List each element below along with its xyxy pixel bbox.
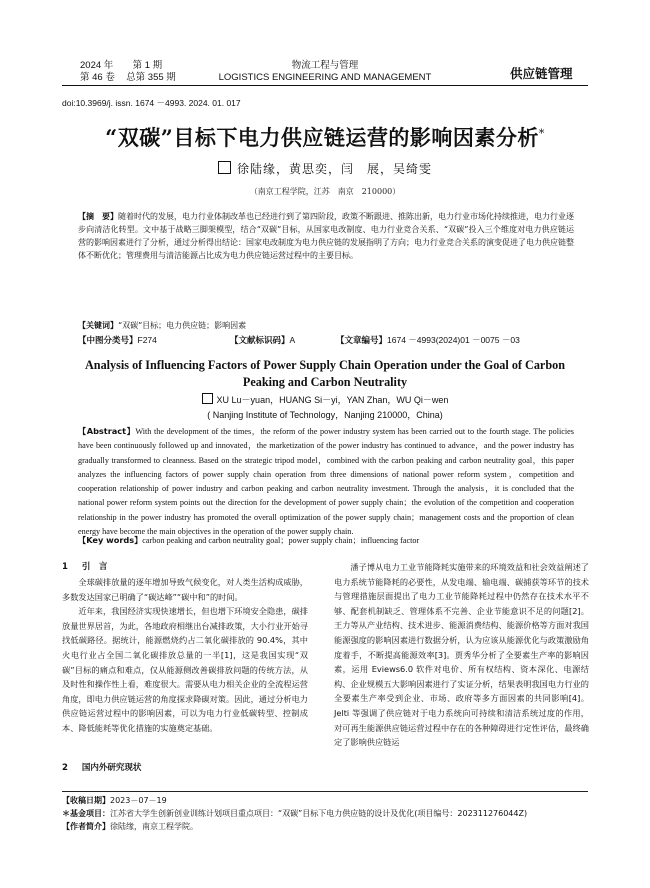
keywords-en-label: 【Key words】 xyxy=(78,535,143,545)
affiliation-cn: （南京工程学院，江苏 南京 210000） xyxy=(249,187,401,196)
footnotes xyxy=(62,794,588,833)
affiliation-en: ( Nanjing Institute of Technology，Nanjing 210000，China) xyxy=(207,410,443,420)
corresponding-box-icon-en xyxy=(202,393,213,404)
abstract-en-text: With the development of the times，the reform of the power industry system has been carried out to the fourth stage. The policies have been continuously followed up and innovated，the marketization of the power industry has continued to advance，and the power industry has gradually transformed to cleanness. Based on the strategic tripod model，combined with the carbon peaking and carbon neutrality goal，this paper analyzes the influencing factors of power supply chain operation from three dimensions of national power reform system，competition and cooperation relationship of power industry and carbon peaking and carbon neutrality investment. Through the analysis，it is concluded that the national power reform system points out the direction for the development of power supply chain；the evolution of the competition and cooperation relationship in the power industry has promoted the overall optimization of the power supply chain；management costs and the proportion of clean energy have become the main objectives in the operation of the power supply chain. xyxy=(78,427,574,537)
body-right-column xyxy=(334,560,589,750)
keywords-cn-label: 【关键词】 xyxy=(78,320,118,330)
keywords-cn xyxy=(78,319,574,332)
header-volume xyxy=(80,72,176,84)
footnote-received xyxy=(62,794,588,807)
doc-code-label: 【文献标识码】 xyxy=(230,336,290,346)
header-journal xyxy=(200,60,450,84)
header-year-issue xyxy=(80,60,162,72)
authors-en xyxy=(0,393,650,406)
section-1-heading xyxy=(62,560,107,572)
abstract-cn-label: 【摘 要】 xyxy=(78,211,118,221)
abstract-cn xyxy=(78,210,574,262)
keywords-en xyxy=(78,535,574,546)
fund-text: 江苏省大学生创新创业训练计划项目重点项目：“双碳”目标下电力供应链的设计及优化(项目编号：202311276044Z) xyxy=(110,809,528,818)
footnote-fund xyxy=(62,807,588,820)
clc-code: F274 xyxy=(137,335,157,345)
section-1-title: 引 言 xyxy=(81,562,108,572)
authors-cn xyxy=(0,160,650,177)
section-1-num: 1 xyxy=(62,562,68,572)
article-no: 1674 －4993(2024)01 －0075 －03 xyxy=(387,335,520,345)
corresponding-box-icon xyxy=(218,161,231,174)
title-cn xyxy=(0,122,650,152)
footnote-rule xyxy=(62,791,588,792)
title-cn-text: “双碳”目标下电力供应链运营的影响因素分析 xyxy=(105,125,539,150)
body-paragraph: 全球碳排放量的逐年增加导致气候变化，对人类生活构成威胁，多数发达国家已明确了“碳达峰”“碳中和”的时间。 xyxy=(62,577,308,602)
section-2-heading xyxy=(62,761,141,773)
title-fund-mark: * xyxy=(538,127,545,140)
authors-cn-text: 徐陆缘，黄思奕，闫 展，吴绮雯 xyxy=(236,162,432,176)
fund-label: ＊基金项目： xyxy=(62,809,110,818)
received-date: 2023－07－19 xyxy=(110,796,167,805)
title-en xyxy=(40,357,610,391)
header-volume-no: 第 46 卷 xyxy=(80,72,115,83)
doc-code: A xyxy=(289,335,296,345)
keywords-cn-text: “双碳”目标；电力供应链；影响因素 xyxy=(118,321,247,330)
abstract-en xyxy=(78,424,574,539)
author-bio: 徐陆缘，南京工程学院。 xyxy=(110,822,198,831)
body-paragraph: 近年来，我国经济实现快速增长，但也增下环境安全隐患，碳排放量世界居首，为此，各地政府相继出台减排政策，大小行业开始寻找低碳路径。据统计，能源燃烧约占二氧化碳排放的 90.4%，其中火电行业占全国二氧化碳排放总量的一半[1]，这是我国实现“双碳”目标的痛点和难点，仅从能源侧改善碳排放问题的传统方法，从及时性和操作性上看，难度很大。需要从电力相关企业的全流程运营角度，即电力供应链运营的角度探求降碳对策。因此，通过分析电力供应链运营过程中的影响因素，可以为电力行业低碳转型、控制成本、降低能耗等优化措施的实施奠定基础。 xyxy=(62,606,308,733)
section-2-num: 2 xyxy=(62,763,68,773)
header-year: 2024 年 xyxy=(80,60,114,71)
journal-name-en: LOGISTICS ENGINEERING AND MANAGEMENT xyxy=(218,72,432,83)
author-label: 【作者简介】 xyxy=(62,822,110,831)
authors-en-text: XU Lu－yuan，HUANG Si－yi，YAN Zhan，WU Qi－wen xyxy=(216,395,449,405)
title-en-line2: Peaking and Carbon Neutrality xyxy=(242,375,408,389)
header-issue: 第 1 期 xyxy=(132,60,163,71)
abstract-cn-text: 随着时代的发展，电力行业体制改革也已经进行到了第四阶段，政策不断跟进、推陈出新，电力行业市场化持续推进，电力行业逐步向清洁化转型。文中基于战略三脚架模型，结合“双碳”目标，从国家电改制度、电力行业竞合关系、“双碳”投入三个维度对电力供应链运营的影响因素进行了分析，通过分析得出结论：国家电改制度为电力供应链的发展指明了方向；电力行业竞合关系的演变促进了电力供应链整体不断优化；管理费用与清洁能源占比成为电力供应链运营过程中的主要目标。 xyxy=(78,212,574,260)
journal-name-cn: 物流工程与管理 xyxy=(291,60,359,71)
header-section: 供应链管理 xyxy=(510,66,573,81)
received-label: 【收稿日期】 xyxy=(62,796,110,805)
keywords-en-text: carbon peaking and carbon neutrality goal；power supply chain；influencing factor xyxy=(142,536,420,545)
article-no-label: 【文章编号】 xyxy=(336,336,388,346)
clc-label: 【中图分类号】 xyxy=(78,336,138,346)
abstract-en-label: 【Abstract】 xyxy=(78,426,136,436)
body-left-column xyxy=(62,575,308,736)
footnote-author xyxy=(62,820,588,833)
body-paragraph: 潘子博从电力工业节能降耗实施带来的环境效益和社会效益阐述了电力系统节能降耗的必要性，从发电端、输电端、碳捕获等环节的技术与管理措施层面提出了电力工业节能降耗过程中仍然存在技术水平不够、配套机制缺乏、管理体系不完善、企业节能意识不足的问题[2]。王力等从产业结构、技术进步、能源消费结构、能源价格等方面对我国能源强度的影响因素进行数据分析，认为应该从能源优化与政策激励角度着手，不断提高能源效率[3]。贾秀华分析了全要素生产率的影响因素，运用 Eviews6.0 软件对电价、所有权结构、资本深化、电源结构、企业规模五大影响因素进行了实证分析，结果表明我国电力行业的全要素生产率受到企业、市场、政府等多方面因素的共同影响[4]。Jelti 等强调了供应链对于电力系统向可持续和清洁系统过度的作用，对可再生能源供应链运营过程中存在的各种障碍进行定性评估，最终确定了影响供应链运 xyxy=(334,562,589,748)
header-rule xyxy=(62,85,588,86)
header-total-issue: 总第 355 期 xyxy=(126,72,176,83)
doi: doi:10.3969/j. issn. 1674 －4993. 2024. 01. 017 xyxy=(62,98,241,108)
section-2-title: 国内外研究现状 xyxy=(81,763,142,773)
title-en-line1: Analysis of Influencing Factors of Power Supply Chain Operation under the Goal of Carbon xyxy=(85,358,565,372)
